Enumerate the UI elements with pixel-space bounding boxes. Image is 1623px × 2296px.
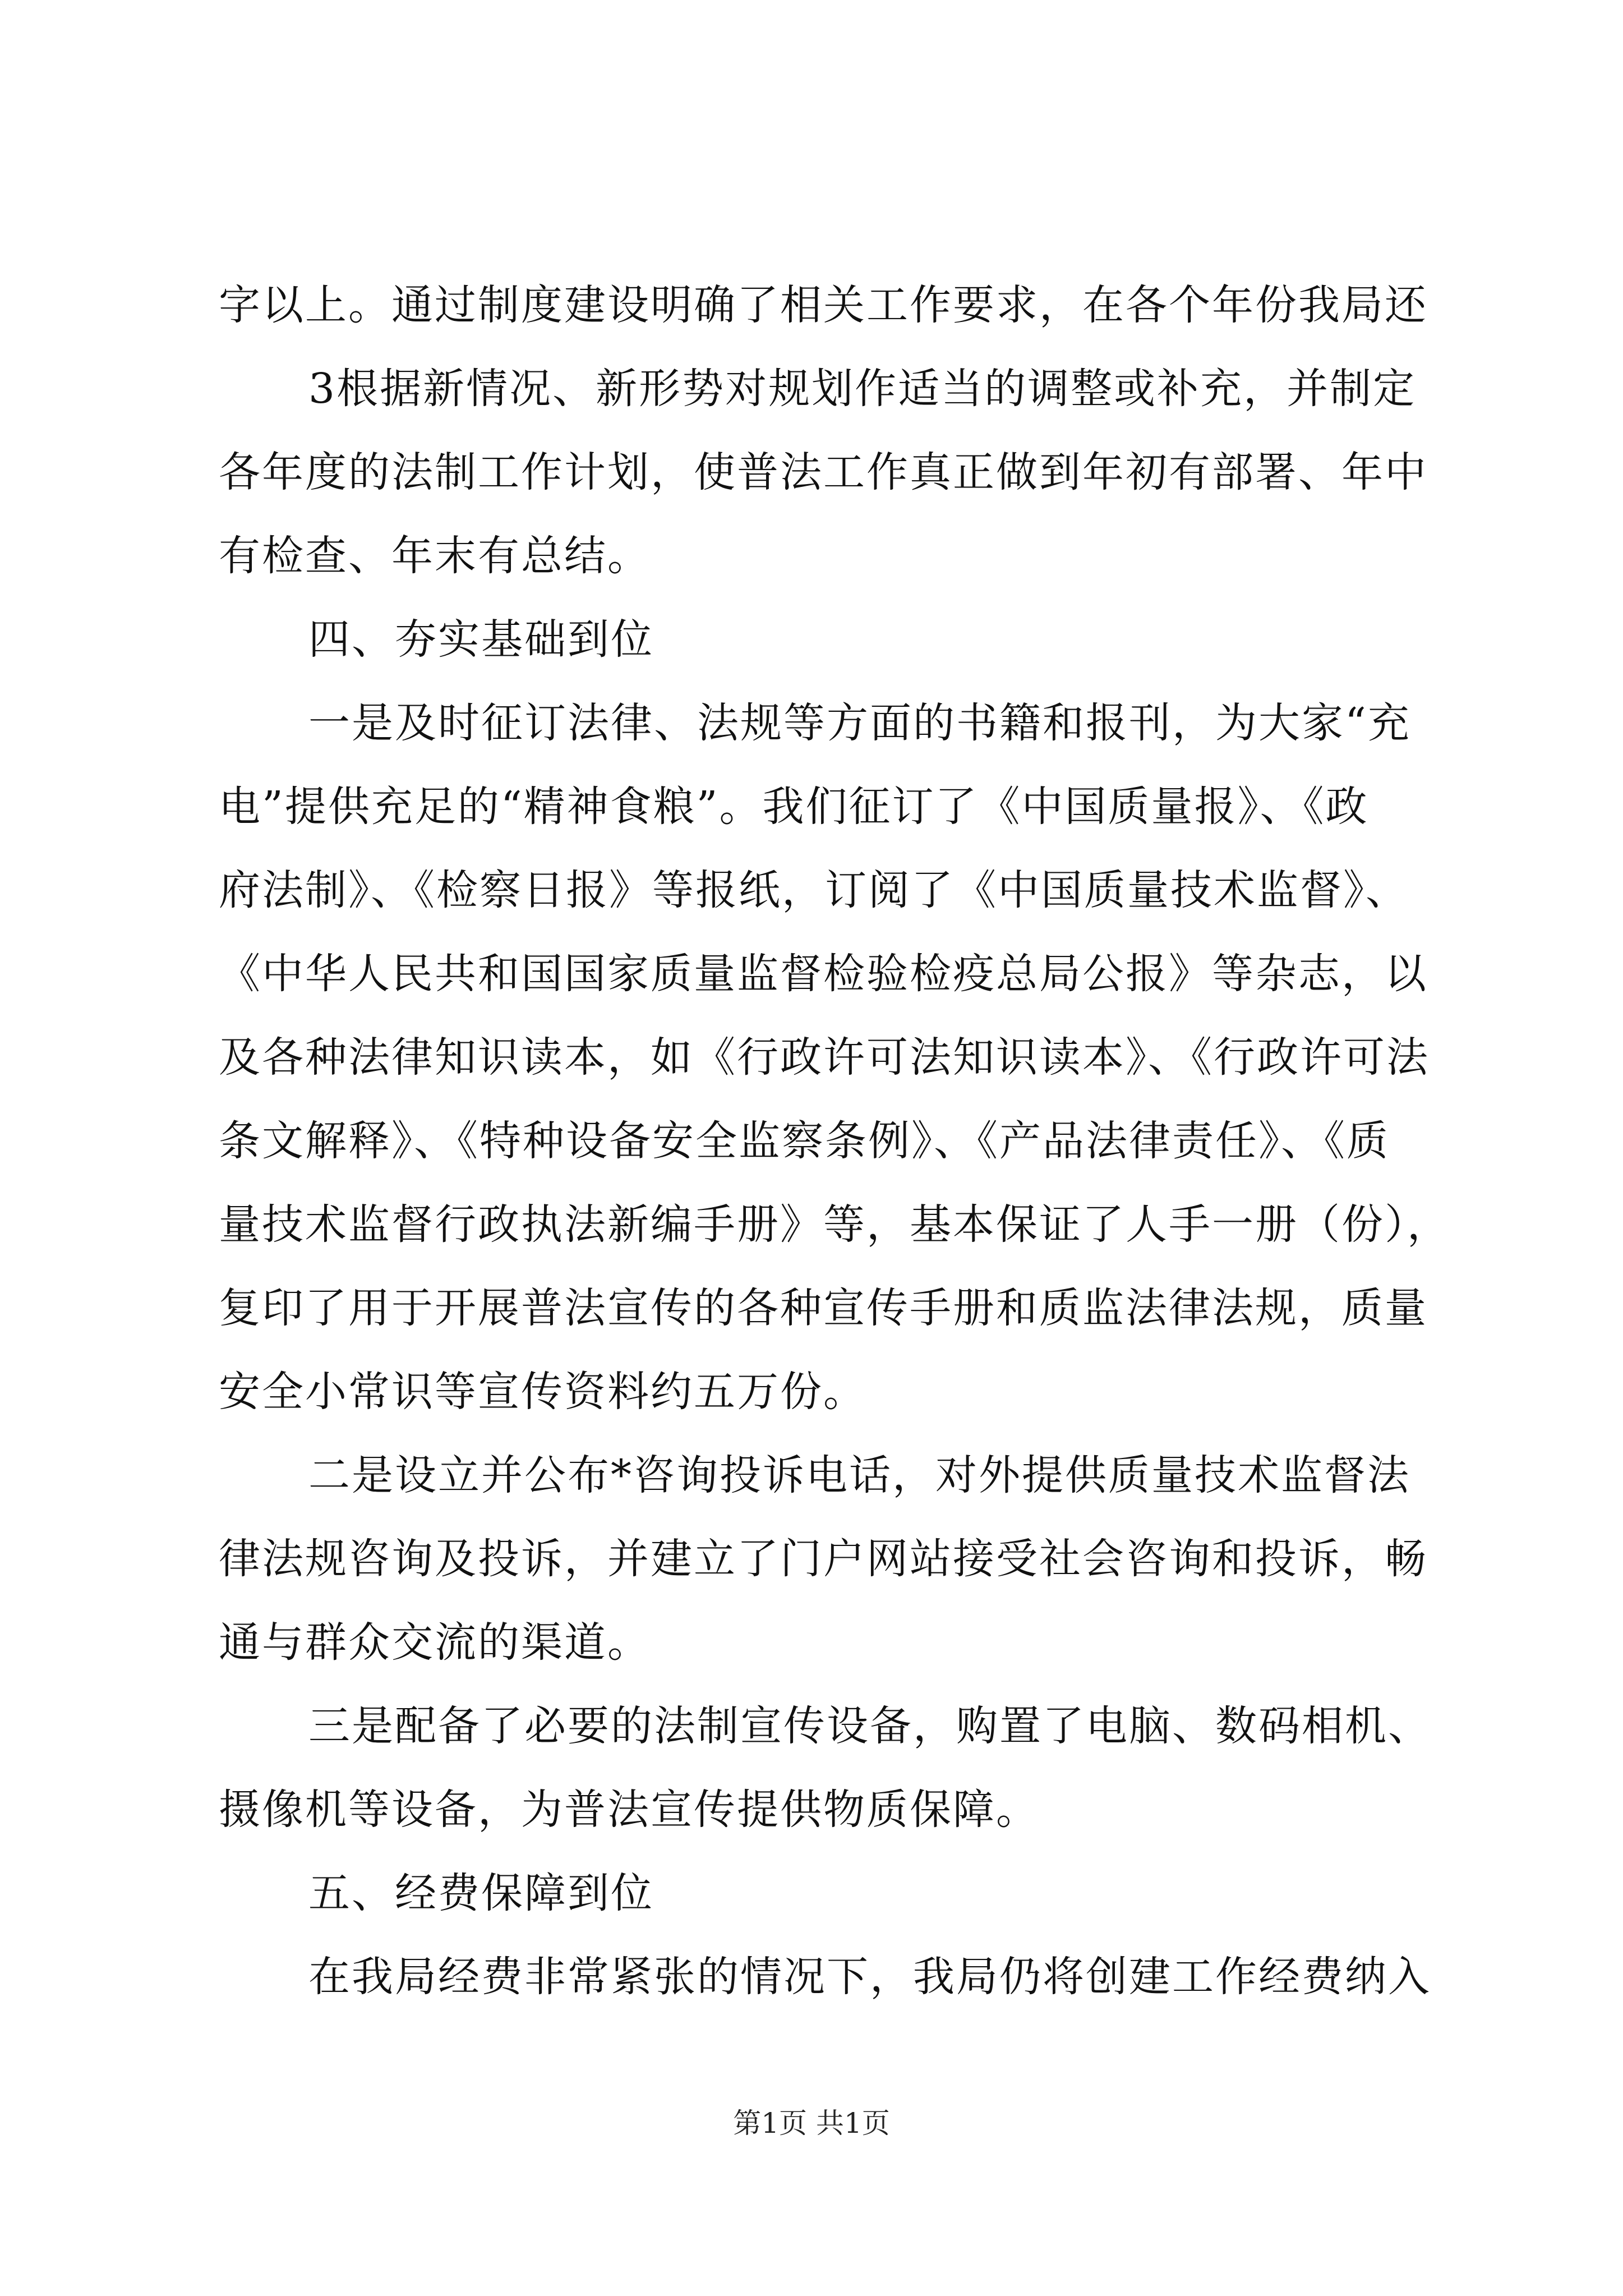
text-line: 各年度的法制工作计划，使普法工作真正做到年初有部署、年中	[219, 448, 1428, 496]
text-line: 二是设立并公布*咨询投诉电话，对外提供质量技术监督法	[308, 1451, 1410, 1499]
text-line: 字以上。通过制度建设明确了相关工作要求，在各个年份我局还	[219, 281, 1428, 329]
text-line: 一是及时征订法律、法规等方面的书籍和报刊，为大家“充	[308, 699, 1411, 747]
text-line: 有检查、年末有总结。	[219, 532, 651, 580]
text-line: 电”提供充足的“精神食粮”。我们征订了《中国质量报》、《政	[219, 783, 1369, 831]
text-line: 律法规咨询及投诉，并建立了门户网站接受社会咨询和投诉，畅	[219, 1535, 1428, 1583]
body-text	[219, 264, 1450, 2019]
text-line: 量技术监督行政执法新编手册》等，基本保证了人手一册（份），	[219, 1200, 1450, 1249]
page-number-footer: 第1页 共1页	[733, 2107, 890, 2139]
text-line: 及各种法律知识读本，如《行政许可法知识读本》、《行政许可法	[219, 1033, 1430, 1082]
text-line: 《中华人民共和国国家质量监督检验检疫总局公报》等杂志，以	[219, 950, 1428, 998]
text-line: 安全小常识等宣传资料约五万份。	[219, 1368, 866, 1416]
text-line: 复印了用于开展普法宣传的各种宣传手册和质监法律法规，质量	[219, 1284, 1428, 1332]
text-line: 三是配备了必要的法制宣传设备，购置了电脑、数码相机、	[308, 1702, 1431, 1750]
section-heading: 四、夯实基础到位	[308, 615, 654, 664]
section-heading: 五、经费保障到位	[308, 1869, 654, 1917]
text-line: 通与群众交流的渠道。	[219, 1618, 651, 1667]
text-line: 府法制》、《检察日报》等报纸，订阅了《中国质量技术监督》、	[219, 866, 1409, 914]
text-line: 摄像机等设备，为普法宣传提供物质保障。	[219, 1786, 1039, 1834]
text-line: 条文解释》、《特种设备安全监察条例》、《产品法律责任》、《质	[219, 1117, 1390, 1165]
text-line: 在我局经费非常紧张的情况下，我局仍将创建工作经费纳入	[308, 1953, 1431, 2001]
text-line: 3根据新情况、新形势对规划作适当的调整或补充，并制定	[308, 365, 1417, 413]
